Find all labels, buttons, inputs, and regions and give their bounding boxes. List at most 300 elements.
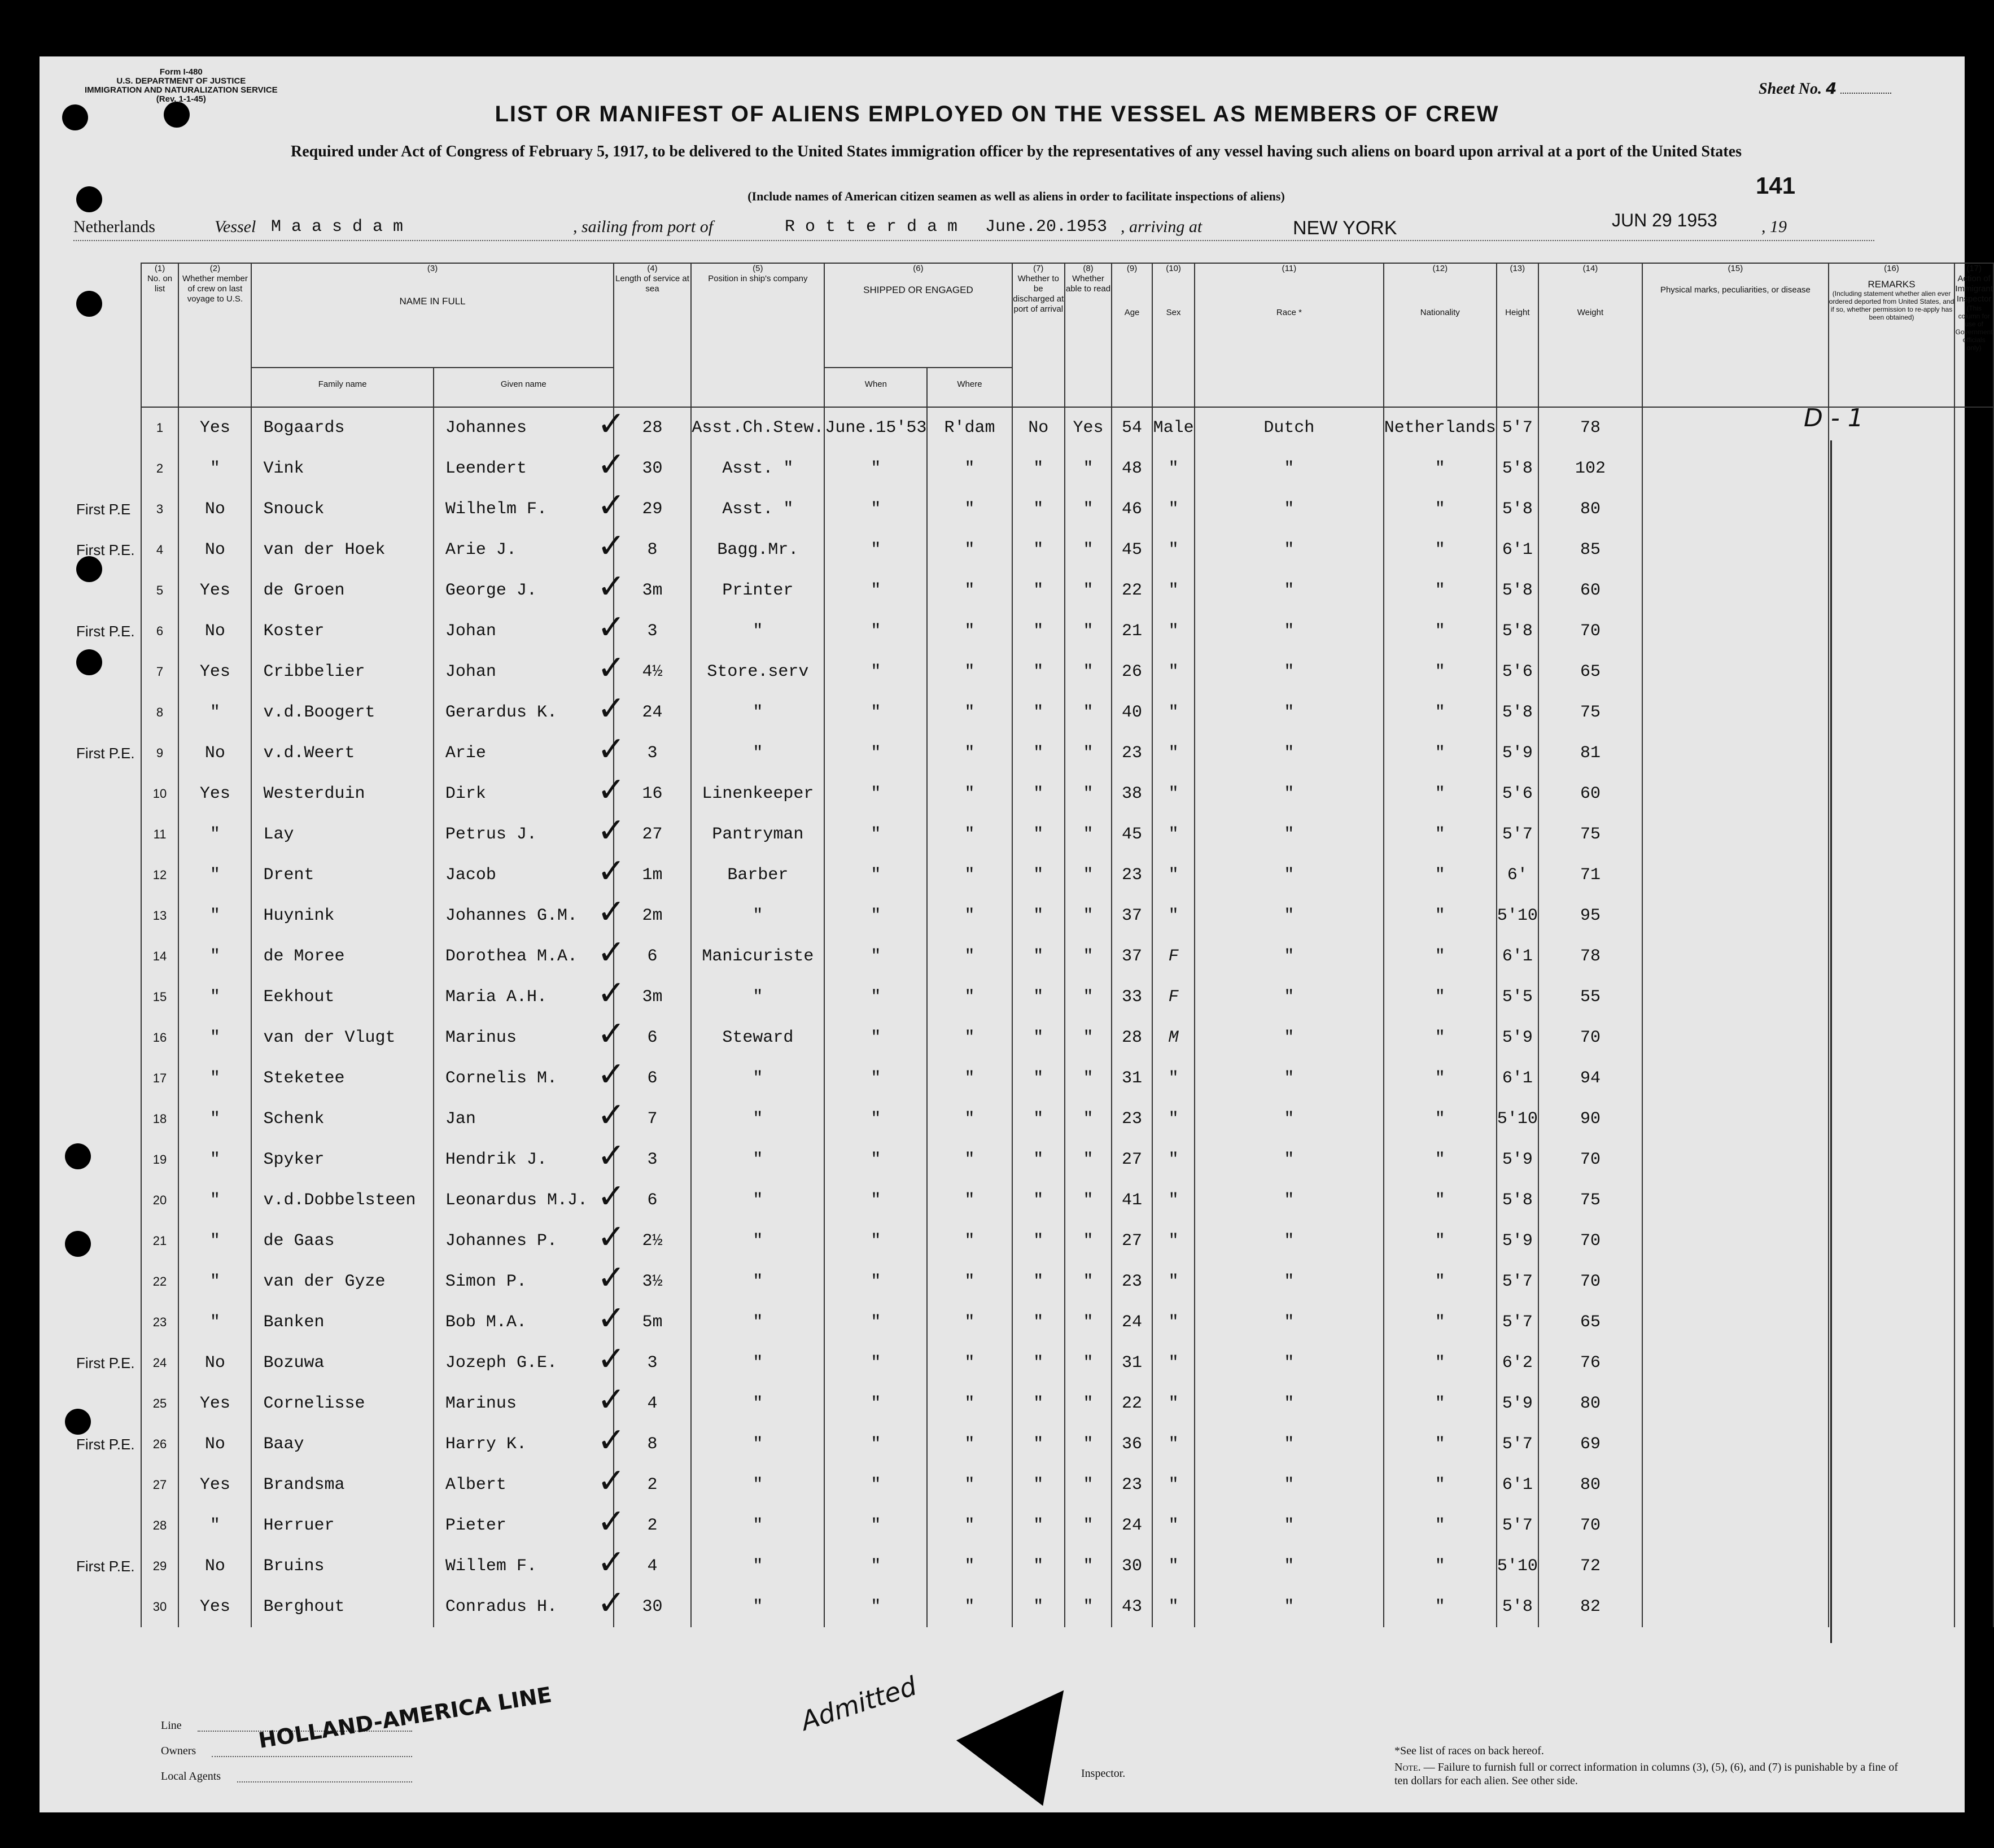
shipped-when: " [824, 1343, 927, 1383]
table-row [76, 1017, 1993, 1058]
shipped-when: " [824, 692, 927, 733]
previous-voyage: No [178, 611, 251, 652]
nationality: " [1384, 448, 1497, 489]
able-to-read: " [1065, 1424, 1112, 1465]
sheet-value: 4 [1826, 79, 1837, 98]
shipped-where: " [927, 1261, 1012, 1302]
family-name: van der Gyze [251, 1261, 433, 1302]
list-number: 3 [141, 489, 179, 530]
service-length: 8 ✓ [614, 530, 692, 570]
age: 24 [1112, 1505, 1152, 1546]
age: 27 [1112, 1139, 1152, 1180]
family-name: Huynink [251, 895, 433, 936]
check-icon: ✓ [597, 811, 626, 850]
inspector-action [1954, 407, 1993, 448]
age: 33 [1112, 977, 1152, 1017]
position: Asst. " [691, 489, 824, 530]
nationality: " [1384, 1343, 1497, 1383]
inspector-action [1954, 977, 1993, 1017]
remarks [1829, 1180, 1955, 1221]
sex: F [1152, 936, 1195, 977]
given-name: Cornelis M. [434, 1058, 614, 1099]
position: Store.serv [691, 652, 824, 692]
weight: 70 [1538, 1139, 1642, 1180]
race: " [1195, 733, 1384, 774]
physical-marks [1642, 1139, 1829, 1180]
service-length: 28 ✓ [614, 407, 692, 448]
service-length: 3 ✓ [614, 1139, 692, 1180]
weight: 70 [1538, 611, 1642, 652]
table-row [76, 936, 1993, 977]
position: " [691, 1261, 824, 1302]
position: " [691, 1587, 824, 1627]
table-row [76, 530, 1993, 570]
discharged: " [1012, 977, 1065, 1017]
age: 23 [1112, 1261, 1152, 1302]
previous-voyage: Yes [178, 407, 251, 448]
margin-note [76, 1505, 141, 1546]
margin-note [76, 407, 141, 448]
physical-marks [1642, 1424, 1829, 1465]
list-number: 8 [141, 692, 179, 733]
shipped-where: " [927, 448, 1012, 489]
nationality: " [1384, 1017, 1497, 1058]
physical-marks [1642, 530, 1829, 570]
table-row [76, 448, 1993, 489]
remarks [1829, 1221, 1955, 1261]
sex: " [1152, 1058, 1195, 1099]
list-number: 28 [141, 1505, 179, 1546]
family-name: Cornelisse [251, 1383, 433, 1424]
weight: 90 [1538, 1099, 1642, 1139]
shipped-when: " [824, 733, 927, 774]
service-length: 30 ✓ [614, 1587, 692, 1627]
col-age-header: (9) Age [1112, 263, 1152, 407]
previous-voyage: " [178, 977, 251, 1017]
weight: 71 [1538, 855, 1642, 895]
discharged: " [1012, 1261, 1065, 1302]
list-number: 21 [141, 1221, 179, 1261]
inspector-action [1954, 1302, 1993, 1343]
physical-marks [1642, 1058, 1829, 1099]
previous-voyage: " [178, 1505, 251, 1546]
weight: 75 [1538, 692, 1642, 733]
given-name: Johan [434, 611, 614, 652]
remarks [1829, 895, 1955, 936]
check-icon: ✓ [597, 770, 626, 810]
inspector-action [1954, 448, 1993, 489]
family-name: Cribbelier [251, 652, 433, 692]
previous-voyage: Yes [178, 652, 251, 692]
able-to-read: " [1065, 1383, 1112, 1424]
check-icon: ✓ [597, 1055, 626, 1094]
height: 5'8 [1497, 611, 1538, 652]
given-name: Maria A.H. [434, 977, 614, 1017]
family-name: Koster [251, 611, 433, 652]
family-name: de Moree [251, 936, 433, 977]
form-identifier [85, 68, 278, 104]
family-name: Drent [251, 855, 433, 895]
position: " [691, 692, 824, 733]
age: 48 [1112, 448, 1152, 489]
remarks [1829, 489, 1955, 530]
arriving-label: , arriving at [1121, 217, 1202, 236]
inspector-action [1954, 1505, 1993, 1546]
family-name: Schenk [251, 1099, 433, 1139]
weight: 75 [1538, 1180, 1642, 1221]
shipped-when: " [824, 1424, 927, 1465]
family-name: Snouck [251, 489, 433, 530]
table-row [76, 1505, 1993, 1546]
shipped-when: " [824, 1465, 927, 1505]
nationality: " [1384, 611, 1497, 652]
inspector-action [1954, 692, 1993, 733]
race: " [1195, 1180, 1384, 1221]
weight: 95 [1538, 895, 1642, 936]
margin-note: First P.E. [76, 611, 141, 652]
weight: 81 [1538, 733, 1642, 774]
given-name: Dirk [434, 774, 614, 814]
given-name: Hendrik J. [434, 1139, 614, 1180]
shipped-when: " [824, 1180, 927, 1221]
inspector-action [1954, 1180, 1993, 1221]
race: " [1195, 936, 1384, 977]
list-number: 27 [141, 1465, 179, 1505]
race: " [1195, 895, 1384, 936]
year-label: , 19 [1761, 217, 1787, 236]
sex: " [1152, 1587, 1195, 1627]
remarks [1829, 692, 1955, 733]
remarks [1829, 1505, 1955, 1546]
check-icon: ✓ [597, 1014, 626, 1054]
physical-marks [1642, 692, 1829, 733]
remarks [1829, 1343, 1955, 1383]
list-number: 22 [141, 1261, 179, 1302]
able-to-read: " [1065, 774, 1112, 814]
height: 5'8 [1497, 1587, 1538, 1627]
list-number: 23 [141, 1302, 179, 1343]
discharged: " [1012, 652, 1065, 692]
family-name: de Groen [251, 570, 433, 611]
age: 27 [1112, 1221, 1152, 1261]
given-name: Arie J. [434, 530, 614, 570]
discharged: " [1012, 1058, 1065, 1099]
physical-marks [1642, 489, 1829, 530]
able-to-read: " [1065, 1099, 1112, 1139]
discharged: " [1012, 611, 1065, 652]
inspector-action [1954, 1221, 1993, 1261]
list-number: 11 [141, 814, 179, 855]
inspector-action [1954, 530, 1993, 570]
table-row [76, 774, 1993, 814]
family-name: v.d.Dobbelsteen [251, 1180, 433, 1221]
check-icon: ✓ [597, 1095, 626, 1135]
age: 45 [1112, 814, 1152, 855]
line-stamp: HOLLAND-AMERICA LINE [256, 1682, 554, 1753]
able-to-read: " [1065, 936, 1112, 977]
weight: 80 [1538, 1465, 1642, 1505]
nationality: " [1384, 1546, 1497, 1587]
table-row [76, 1383, 1993, 1424]
margin-note: First P.E. [76, 1546, 141, 1587]
nationality: " [1384, 1465, 1497, 1505]
shipped-where: " [927, 814, 1012, 855]
margin-note [76, 895, 141, 936]
list-number: 30 [141, 1587, 179, 1627]
sex: " [1152, 1546, 1195, 1587]
position: " [691, 1302, 824, 1343]
margin-note: First P.E [76, 489, 141, 530]
family-name-header: Family name [251, 368, 433, 407]
able-to-read: " [1065, 1465, 1112, 1505]
nationality: " [1384, 936, 1497, 977]
nationality: " [1384, 814, 1497, 855]
check-icon: ✓ [597, 1258, 626, 1297]
remarks [1829, 977, 1955, 1017]
given-name: Dorothea M.A. [434, 936, 614, 977]
position: " [691, 977, 824, 1017]
shipped-when-header: When [824, 368, 927, 407]
margin-note: First P.E. [76, 733, 141, 774]
race: " [1195, 652, 1384, 692]
nationality: " [1384, 692, 1497, 733]
race: " [1195, 1017, 1384, 1058]
position: " [691, 1424, 824, 1465]
given-name: Johannes G.M. [434, 895, 614, 936]
height: 6'1 [1497, 1465, 1538, 1505]
given-name: Marinus [434, 1017, 614, 1058]
previous-voyage: " [178, 1302, 251, 1343]
height: 5'9 [1497, 1139, 1538, 1180]
margin-note [76, 1099, 141, 1139]
weight: 94 [1538, 1058, 1642, 1099]
check-icon: ✓ [597, 486, 626, 525]
service-length: 6 ✓ [614, 936, 692, 977]
height: 5'10 [1497, 895, 1538, 936]
family-name: van der Hoek [251, 530, 433, 570]
position: Pantryman [691, 814, 824, 855]
col-position-header: (5) Position in ship's company [691, 263, 824, 407]
given-name: George J. [434, 570, 614, 611]
table-row [76, 1546, 1993, 1587]
nationality: " [1384, 652, 1497, 692]
col-nationality-header: (12) Nationality [1384, 263, 1497, 407]
shipped-when: " [824, 855, 927, 895]
crew-table-body [76, 404, 1993, 1627]
penalty-note: Note. — Failure to furnish full or correct information in columns (3), (5), (6), and (7) is punishable by a fine of ten dollars for each alien. See other side. [1394, 1761, 1899, 1787]
shipped-when: " [824, 1587, 927, 1627]
given-name: Leonardus M.J. [434, 1180, 614, 1221]
height: 5'9 [1497, 1383, 1538, 1424]
sex: " [1152, 1465, 1195, 1505]
given-name: Gerardus K. [434, 692, 614, 733]
list-number: 14 [141, 936, 179, 977]
table-row [76, 1424, 1993, 1465]
shipped-where: " [927, 1139, 1012, 1180]
col-service-header: (4) Length of service at sea [614, 263, 692, 407]
age: 22 [1112, 570, 1152, 611]
service-length: 2 ✓ [614, 1505, 692, 1546]
inspector-action [1954, 1099, 1993, 1139]
able-to-read: " [1065, 1587, 1112, 1627]
given-name: Conradus H. [434, 1587, 614, 1627]
departure-port: R o t t e r d a m [785, 217, 958, 237]
discharged: " [1012, 733, 1065, 774]
nationality: " [1384, 1505, 1497, 1546]
physical-marks [1642, 1505, 1829, 1546]
discharged: " [1012, 855, 1065, 895]
inspector-action [1954, 1465, 1993, 1505]
table-row [76, 895, 1993, 936]
able-to-read: Yes [1065, 407, 1112, 448]
age: 38 [1112, 774, 1152, 814]
admission-signature: Admitted [797, 1670, 921, 1737]
previous-voyage: " [178, 1058, 251, 1099]
service-length: 6 ✓ [614, 1180, 692, 1221]
age: 23 [1112, 855, 1152, 895]
physical-marks [1642, 1302, 1829, 1343]
family-name: Berghout [251, 1587, 433, 1627]
margin-note [76, 652, 141, 692]
weight: 60 [1538, 774, 1642, 814]
race: " [1195, 1099, 1384, 1139]
service-length: 4 ✓ [614, 1383, 692, 1424]
age: 30 [1112, 1546, 1152, 1587]
shipped-where: " [927, 1099, 1012, 1139]
shipped-where: " [927, 1343, 1012, 1383]
sex: " [1152, 774, 1195, 814]
shipped-when: " [824, 1099, 927, 1139]
position: Linenkeeper [691, 774, 824, 814]
margin-header [76, 263, 141, 407]
table-row [76, 1058, 1993, 1099]
able-to-read: " [1065, 814, 1112, 855]
previous-voyage: " [178, 855, 251, 895]
shipped-where: R'dam [927, 407, 1012, 448]
inspector-action [1954, 1058, 1993, 1099]
table-row [76, 1465, 1993, 1505]
table-row [76, 1261, 1993, 1302]
table-row [76, 977, 1993, 1017]
height: 5'8 [1497, 448, 1538, 489]
sex: " [1152, 1302, 1195, 1343]
nationality: " [1384, 1058, 1497, 1099]
given-name-header: Given name [434, 368, 614, 407]
given-name: Johan [434, 652, 614, 692]
check-icon: ✓ [597, 445, 626, 484]
family-name: v.d.Weert [251, 733, 433, 774]
age: 46 [1112, 489, 1152, 530]
position: " [691, 1180, 824, 1221]
remarks [1829, 530, 1955, 570]
table-row [76, 570, 1993, 611]
list-number: 1 [141, 407, 179, 448]
height: 5'9 [1497, 1017, 1538, 1058]
height: 5'10 [1497, 1099, 1538, 1139]
physical-marks [1642, 611, 1829, 652]
col-remarks-header: (16) REMARKS (Including statement whether alien ever ordered deported from United States, and if so, whether permission to re-apply has been obtained) [1829, 263, 1955, 407]
margin-note [76, 936, 141, 977]
able-to-read: " [1065, 895, 1112, 936]
sex: " [1152, 1139, 1195, 1180]
age: 54 [1112, 407, 1152, 448]
remarks [1829, 1099, 1955, 1139]
given-name: Jacob [434, 855, 614, 895]
remarks [1829, 1465, 1955, 1505]
position: Printer [691, 570, 824, 611]
service-length: 6 ✓ [614, 1017, 692, 1058]
list-number: 12 [141, 855, 179, 895]
list-number: 25 [141, 1383, 179, 1424]
margin-note [76, 448, 141, 489]
position: " [691, 1383, 824, 1424]
previous-voyage: Yes [178, 1465, 251, 1505]
position: " [691, 1505, 824, 1546]
given-name: Willem F. [434, 1546, 614, 1587]
nationality: Netherlands [1384, 407, 1497, 448]
shipped-when: " [824, 448, 927, 489]
shipped-where: " [927, 489, 1012, 530]
margin-note [76, 1587, 141, 1627]
shipped-where: " [927, 1017, 1012, 1058]
position: Asst. " [691, 448, 824, 489]
given-name: Petrus J. [434, 814, 614, 855]
department: U.S. DEPARTMENT OF JUSTICE [116, 76, 246, 86]
height: 6'1 [1497, 936, 1538, 977]
inspector-action [1954, 1261, 1993, 1302]
sex: " [1152, 489, 1195, 530]
sailing-label: , sailing from port of [573, 217, 714, 236]
shipped-where: " [927, 570, 1012, 611]
check-icon: ✓ [597, 1583, 626, 1623]
given-name: Albert [434, 1465, 614, 1505]
previous-voyage: No [178, 1343, 251, 1383]
height: 5'9 [1497, 1221, 1538, 1261]
physical-marks [1642, 570, 1829, 611]
inspector-action [1954, 855, 1993, 895]
shipped-where: " [927, 1058, 1012, 1099]
margin-note [76, 814, 141, 855]
margin-note [76, 774, 141, 814]
family-name: Eekhout [251, 977, 433, 1017]
service-length: 1m ✓ [614, 855, 692, 895]
able-to-read: " [1065, 1505, 1112, 1546]
previous-voyage: " [178, 448, 251, 489]
vessel-line-rule [73, 240, 1874, 241]
remarks [1829, 1017, 1955, 1058]
inspector-action [1954, 611, 1993, 652]
inspector-mark: D - 1 [1804, 404, 1864, 432]
table-row [76, 489, 1993, 530]
sex: " [1152, 1261, 1195, 1302]
race: " [1195, 530, 1384, 570]
shipped-when: " [824, 1017, 927, 1058]
family-name: Baay [251, 1424, 433, 1465]
height: 5'7 [1497, 1505, 1538, 1546]
check-icon: ✓ [597, 1421, 626, 1460]
weight: 76 [1538, 1343, 1642, 1383]
inspector-action [1954, 570, 1993, 611]
service-length: 7 ✓ [614, 1099, 692, 1139]
list-number: 9 [141, 733, 179, 774]
position: " [691, 1099, 824, 1139]
shipped-when: " [824, 1383, 927, 1424]
shipped-where: " [927, 692, 1012, 733]
discharged: No [1012, 407, 1065, 448]
race: " [1195, 1505, 1384, 1546]
sex: M [1152, 1017, 1195, 1058]
family-name: van der Vlugt [251, 1017, 433, 1058]
